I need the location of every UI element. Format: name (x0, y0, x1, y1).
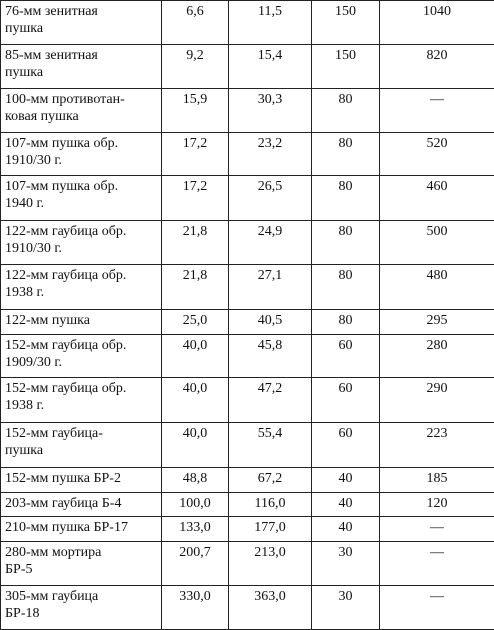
gun-name-line: 122-мм гаубица обр. (5, 224, 127, 240)
value-cell: 30 (312, 586, 380, 630)
gun-name-cell (1, 132, 162, 176)
value-cell: 40 (312, 517, 380, 541)
table-row (1, 44, 494, 89)
value-cell: 21,8 (162, 221, 229, 265)
gun-name-cell (1, 176, 162, 221)
gun-name-line: 1938 г. (5, 284, 45, 300)
table-row (1, 334, 494, 378)
value-cell: 185 (380, 467, 494, 492)
table-row (1, 378, 494, 423)
table-row (1, 492, 494, 516)
gun-name-cell (1, 378, 162, 423)
value-cell: 40,0 (162, 378, 229, 423)
gun-name-line: 203-мм гаубица Б-4 (5, 495, 122, 511)
gun-name-line: 152-мм гаубица обр. (5, 337, 127, 353)
value-cell: 820 (380, 44, 494, 89)
gun-name-cell (1, 586, 162, 630)
gun-name-cell (1, 221, 162, 265)
gun-name-cell (1, 44, 162, 89)
value-cell: 15,9 (162, 89, 229, 133)
table-row (1, 310, 494, 334)
value-cell: 80 (312, 176, 380, 221)
value-cell: 40,5 (229, 310, 312, 334)
gun-name-cell (1, 422, 162, 467)
value-cell: 200,7 (162, 541, 229, 586)
gun-name-line: 76-мм зенитная (5, 4, 98, 19)
value-cell: 80 (312, 221, 380, 265)
value-cell: 290 (380, 378, 494, 423)
gun-name-line: 210-мм пушка БР-17 (5, 520, 128, 536)
value-cell: — (380, 586, 494, 630)
value-cell: 480 (380, 264, 494, 310)
value-cell: 223 (380, 422, 494, 467)
value-cell: 116,0 (229, 492, 312, 516)
gun-name-line: 152-мм пушка БР-2 (5, 470, 121, 486)
value-cell: 1040 (380, 1, 494, 45)
value-cell: 40,0 (162, 334, 229, 378)
value-cell: 67,2 (229, 467, 312, 492)
value-cell: 80 (312, 89, 380, 133)
table-row (1, 541, 494, 586)
value-cell: 150 (312, 1, 380, 45)
table-row (1, 221, 494, 265)
value-cell: 40,0 (162, 422, 229, 467)
value-cell: 26,5 (229, 176, 312, 221)
gun-name-line: 107-мм пушка обр. (5, 179, 119, 195)
value-cell: 45,8 (229, 334, 312, 378)
value-cell: 15,4 (229, 44, 312, 89)
value-cell: 9,2 (162, 44, 229, 89)
gun-name-cell (1, 541, 162, 586)
table-row (1, 132, 494, 176)
value-cell: 40 (312, 467, 380, 492)
gun-name-line: 152-мм гаубица обр. (5, 381, 127, 397)
value-cell: 295 (380, 310, 494, 334)
value-cell: 27,1 (229, 264, 312, 310)
value-cell: 80 (312, 310, 380, 334)
gun-name-line: 305-мм гаубица (5, 589, 99, 605)
gun-name-line: пушка (5, 442, 44, 458)
gun-name-cell (1, 492, 162, 516)
value-cell: 30,3 (229, 89, 312, 133)
value-cell: 6,6 (162, 1, 229, 45)
table-row (1, 467, 494, 492)
gun-name-line: 122-мм гаубица обр. (5, 267, 127, 283)
value-cell: 23,2 (229, 132, 312, 176)
value-cell: 213,0 (229, 541, 312, 586)
value-cell: 60 (312, 422, 380, 467)
gun-name-line: пушка (5, 64, 44, 80)
gun-name-cell (1, 1, 162, 45)
value-cell: 11,5 (229, 1, 312, 45)
value-cell: 55,4 (229, 422, 312, 467)
value-cell: 60 (312, 334, 380, 378)
value-cell: — (380, 517, 494, 541)
gun-name-line: БР-18 (5, 606, 40, 622)
value-cell: 520 (380, 132, 494, 176)
gun-name-line: 122-мм пушка (5, 313, 90, 329)
table-row (1, 517, 494, 541)
gun-name-cell (1, 310, 162, 334)
value-cell: 177,0 (229, 517, 312, 541)
table-row (1, 176, 494, 221)
value-cell: 25,0 (162, 310, 229, 334)
value-cell: 150 (312, 44, 380, 89)
gun-name-line: 280-мм мортира (5, 544, 102, 560)
value-cell: 363,0 (229, 586, 312, 630)
gun-name-line: 1910/30 г. (5, 241, 63, 257)
gun-name-cell (1, 517, 162, 541)
table-row (1, 422, 494, 467)
gun-name-line: 1909/30 г. (5, 354, 63, 370)
value-cell: 460 (380, 176, 494, 221)
value-cell: 17,2 (162, 132, 229, 176)
table-row (1, 1, 494, 45)
gun-name-line: 1910/30 г. (5, 152, 63, 168)
value-cell: — (380, 89, 494, 133)
gun-name-line: 85-мм зенитная (5, 47, 98, 63)
gun-name-line: 107-мм пушка обр. (5, 135, 119, 151)
gun-name-line: ковая пушка (5, 109, 79, 125)
table-row (1, 89, 494, 133)
gun-name-cell (1, 334, 162, 378)
gun-name-cell (1, 89, 162, 133)
table-row (1, 264, 494, 310)
value-cell: 280 (380, 334, 494, 378)
value-cell: 17,2 (162, 176, 229, 221)
value-cell: 47,2 (229, 378, 312, 423)
gun-name-line: 1938 г. (5, 398, 45, 414)
table-row (1, 586, 494, 630)
value-cell: 330,0 (162, 586, 229, 630)
value-cell: 120 (380, 492, 494, 516)
gun-name-cell (1, 467, 162, 492)
value-cell: 40 (312, 492, 380, 516)
gun-name-line: 100-мм противотан- (5, 92, 125, 108)
value-cell: 30 (312, 541, 380, 586)
value-cell: 100,0 (162, 492, 229, 516)
value-cell: 48,8 (162, 467, 229, 492)
gun-name-line: пушка (5, 21, 44, 36)
gun-name-line: 152-мм гаубица- (5, 425, 103, 441)
gun-name-cell (1, 264, 162, 310)
gun-name-line: 1940 г. (5, 196, 45, 212)
value-cell: 80 (312, 132, 380, 176)
value-cell: 24,9 (229, 221, 312, 265)
value-cell: 133,0 (162, 517, 229, 541)
value-cell: 80 (312, 264, 380, 310)
value-cell: 500 (380, 221, 494, 265)
value-cell: — (380, 541, 494, 586)
table-body (1, 1, 494, 630)
value-cell: 60 (312, 378, 380, 423)
value-cell: 21,8 (162, 264, 229, 310)
gun-name-line: БР-5 (5, 561, 33, 577)
